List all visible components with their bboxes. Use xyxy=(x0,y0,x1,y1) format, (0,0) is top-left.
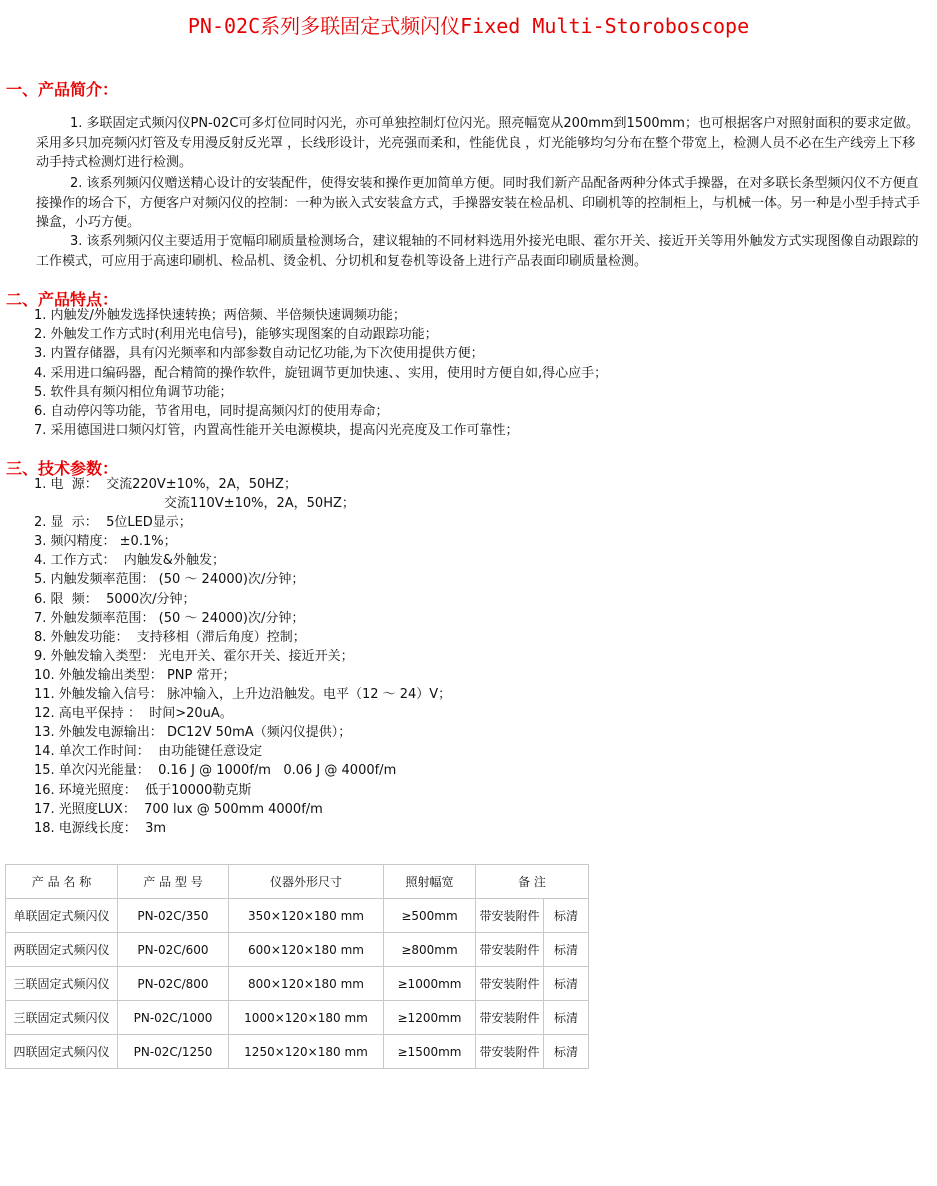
spec-item: 18. 电源线长度： 3m xyxy=(34,820,167,836)
header-dimensions: 仪器外形尺寸 xyxy=(229,865,384,899)
cell-product-name: 单联固定式频闪仪 xyxy=(6,899,118,933)
feature-item: 6. 自动停闪等功能，节省用电，同时提高频闪灯的使用寿命； xyxy=(34,403,389,419)
header-note: 备 注 xyxy=(476,865,589,899)
table-row xyxy=(6,1001,589,1035)
spec-item: 7. 外触发频率范围： (50 ～ 24000)次/分钟； xyxy=(34,610,305,626)
cell-note: 带安装附件 xyxy=(476,1035,544,1069)
cell-note-extra: 标清 xyxy=(544,933,589,967)
section-heading-features: 二、产品特点： xyxy=(6,290,119,309)
features-list xyxy=(34,306,607,440)
spec-item: 10. 外触发输出类型： PNP 常开； xyxy=(34,667,236,683)
table-row xyxy=(6,967,589,1001)
cell-model: PN-02C/600 xyxy=(118,933,229,967)
cell-note-extra: 标清 xyxy=(544,1035,589,1069)
cell-width: ≥1200mm xyxy=(384,1001,476,1035)
spec-item: 13. 外触发电源输出： DC12V 50mA（频闪仪提供）； xyxy=(34,725,352,741)
table-row xyxy=(6,899,589,933)
cell-product-name: 四联固定式频闪仪 xyxy=(6,1035,118,1069)
cell-width: ≥500mm xyxy=(384,899,476,933)
section-heading-intro: 一、产品简介： xyxy=(6,80,119,99)
cell-note-extra: 标清 xyxy=(544,1001,589,1035)
spec-item: 5. 内触发频率范围： (50 ～ 24000)次/分钟； xyxy=(34,572,305,588)
feature-item: 5. 软件具有频闪相位角调节功能； xyxy=(34,384,233,400)
spec-item: 11. 外触发输入信号： 脉冲输入，上升边沿触发。电平（12 ～ 24）V； xyxy=(34,687,452,703)
cell-product-name: 三联固定式频闪仪 xyxy=(6,967,118,1001)
product-table xyxy=(5,864,589,1069)
intro-paragraph-2: 2. 该系列频闪仪赠送精心设计的安装配件，使得安装和操作更加简单方便。同时我们新产品配备两种分体式手操器，在对多联长条型频闪仪不方便直接操作的场合下，方便客户对频闪仪的控制：一种为嵌入式安装盒方式，手操器安装在检品机、印刷机等的控制柜上，与机械一体。另一种是小型手持式手操盒，小巧方便。 xyxy=(36,176,921,230)
header-width: 照射幅宽 xyxy=(384,865,476,899)
cell-note: 带安装附件 xyxy=(476,967,544,1001)
spec-item: 1. 电 源： 交流220V±10%，2A，50HZ； xyxy=(34,477,297,492)
spec-item: 15. 单次闪光能量： 0.16 J @ 1000f/m 0.06 J @ 4000f/m xyxy=(34,763,397,779)
intro-paragraph-1: 1. 多联固定式频闪仪PN-02C可多灯位同时闪光，亦可单独控制灯位闪光。照亮幅宽从200mm到1500mm；也可根据客户对照射面积的要求定做。采用多只加亮频闪灯管及专用漫反射反光罩 ，长线形设计，光亮强而柔和，性能优良 ，灯光能够均匀分布在整个带宽上，检测人员不必在生产线旁上下移动手持式检测灯进行检测。 xyxy=(36,116,919,170)
cell-product-name: 两联固定式频闪仪 xyxy=(6,933,118,967)
cell-dimensions: 600×120×180 mm xyxy=(229,933,384,967)
cell-dimensions: 350×120×180 mm xyxy=(229,899,384,933)
page-title: PN-02C系列多联固定式频闪仪Fixed Multi-Storoboscope xyxy=(187,14,750,38)
feature-item: 2. 外触发工作方式时(利用光电信号)，能够实现图案的自动跟踪功能； xyxy=(34,327,438,343)
table-header-row xyxy=(6,865,589,899)
spec-item: 6. 限 频： 5000次/分钟； xyxy=(34,591,196,607)
table-row xyxy=(6,1035,589,1069)
table-row xyxy=(6,933,589,967)
cell-width: ≥800mm xyxy=(384,933,476,967)
header-model: 产 品 型 号 xyxy=(118,865,229,899)
cell-note-extra: 标清 xyxy=(544,899,589,933)
feature-item: 3. 内置存储器，具有闪光频率和内部参数自动记忆功能,为下次使用提供方便； xyxy=(34,346,484,362)
spec-item: 14. 单次工作时间： 由功能键任意设定 xyxy=(34,744,263,760)
cell-model: PN-02C/1000 xyxy=(118,1001,229,1035)
spec-item: 2. 显 示： 5位LED显示； xyxy=(34,515,192,531)
cell-dimensions: 800×120×180 mm xyxy=(229,967,384,1001)
cell-model: PN-02C/350 xyxy=(118,899,229,933)
spec-item: 12. 高电平保持 ： 时间>20uA。 xyxy=(34,706,233,722)
cell-product-name: 三联固定式频闪仪 xyxy=(6,1001,118,1035)
section-heading-specs: 三、技术参数： xyxy=(6,459,119,478)
specs-list xyxy=(34,475,451,838)
cell-note: 带安装附件 xyxy=(476,899,544,933)
spec-item: 16. 环境光照度： 低于10000勒克斯 xyxy=(34,782,252,798)
feature-item: 4. 采用进口编码器，配合精简的操作软件，旋钮调节更加快速、、实用，使用时方便自如,得心应手； xyxy=(34,365,608,381)
feature-item: 7. 采用德国进口频闪灯管，内置高性能开关电源模块，提高闪光亮度及工作可靠性； xyxy=(34,423,519,439)
header-product-name: 产 品 名 称 xyxy=(6,865,118,899)
spec-item: 17. 光照度LUX： 700 lux @ 500mm 4000f/m xyxy=(34,801,323,817)
intro-paragraph-3: 3. 该系列频闪仪主要适用于宽幅印刷质量检测场合，建议辊轴的不同材料选用外接光电眼、霍尔开关、接近开关等用外触发方式实现图像自动跟踪的工作模式，可应用于高速印刷机、检品机、烫金机、分切机和复卷机等设备上进行产品表面印刷质量检测。 xyxy=(36,234,919,269)
feature-item: 1. 内触发/外触发选择快速转换；两倍频、半倍频快速调频功能； xyxy=(34,308,406,323)
cell-dimensions: 1000×120×180 mm xyxy=(229,1001,384,1035)
cell-dimensions: 1250×120×180 mm xyxy=(229,1035,384,1069)
cell-note: 带安装附件 xyxy=(476,933,544,967)
spec-item: 8. 外触发功能： 支持移相（滞后角度）控制； xyxy=(34,629,306,645)
cell-width: ≥1500mm xyxy=(384,1035,476,1069)
spec-item: 4. 工作方式： 内触发&外触发； xyxy=(34,553,225,569)
spec-item: 3. 频闪精度： ±0.1%； xyxy=(34,534,177,550)
spec-item: 9. 外触发输入类型： 光电开关、霍尔开关、接近开关； xyxy=(34,648,354,664)
cell-width: ≥1000mm xyxy=(384,967,476,1001)
cell-model: PN-02C/800 xyxy=(118,967,229,1001)
cell-model: PN-02C/1250 xyxy=(118,1035,229,1069)
spec-item-continuation: 交流110V±10%，2A，50HZ； xyxy=(164,496,355,512)
cell-note: 带安装附件 xyxy=(476,1001,544,1035)
cell-note-extra: 标清 xyxy=(544,967,589,1001)
